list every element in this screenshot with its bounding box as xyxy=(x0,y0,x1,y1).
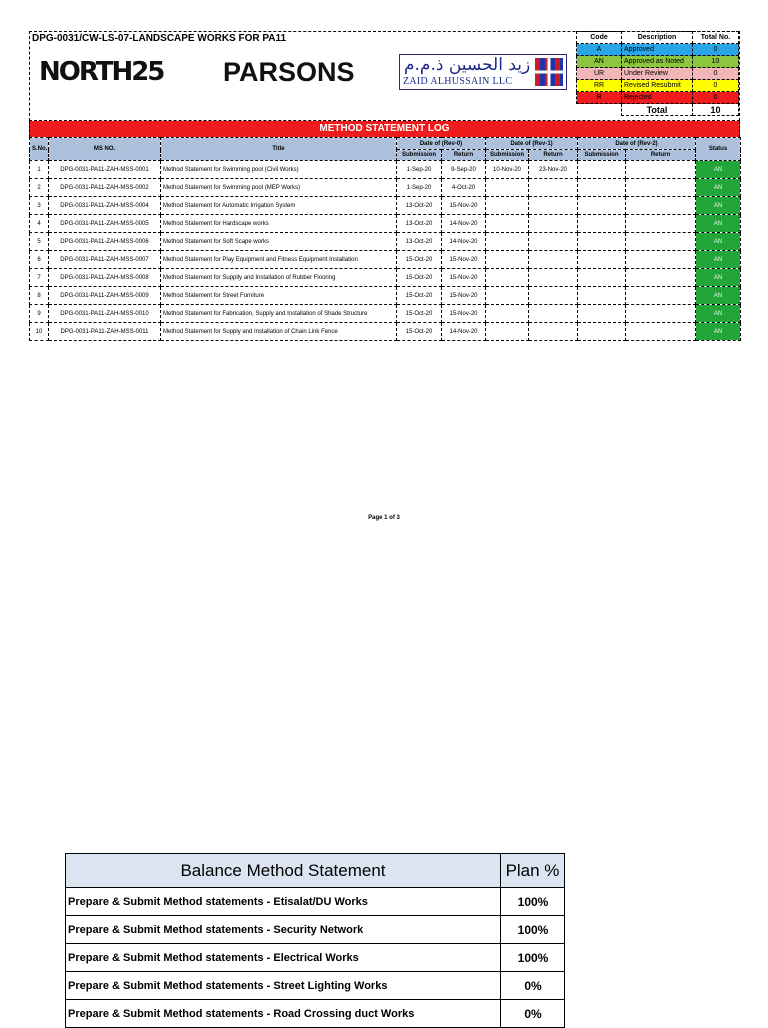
cell-r2r xyxy=(626,251,696,269)
cell-ms: DPG-0031-PA11-ZAH-MSS-0002 xyxy=(49,179,161,197)
table-row xyxy=(30,215,741,233)
col-header-title: Title xyxy=(161,138,397,161)
col-header-rev0-return: Return xyxy=(442,150,486,161)
cell-r0r: 15-Nov-20 xyxy=(442,269,486,287)
table-row xyxy=(30,161,741,179)
col-header-sno: S.No. xyxy=(30,138,49,161)
col-header-rev2-return: Return xyxy=(626,150,696,161)
table-row xyxy=(30,197,741,215)
table-row xyxy=(30,323,741,341)
table-row xyxy=(30,269,741,287)
zaid-alhussain-logo xyxy=(399,54,567,90)
balance-plan-header: Plan % xyxy=(501,854,565,888)
balance-task-label: Prepare & Submit Method statements - Road Crossing duct Works xyxy=(66,1000,501,1028)
balance-plan-percent: 100% xyxy=(501,888,565,916)
north25-logo-text: NORTH25 xyxy=(39,57,164,87)
cell-r0r: 14-Nov-20 xyxy=(442,323,486,341)
col-header-rev1: Date of (Rev-1) xyxy=(486,138,578,150)
page-number: Page 1 of 3 xyxy=(368,515,400,521)
cell-sno: 6 xyxy=(30,251,49,269)
balance-row xyxy=(66,1000,565,1028)
legend-description: Revised Resubmit xyxy=(622,80,693,92)
balance-plan-percent: 100% xyxy=(501,916,565,944)
cell-r2r xyxy=(626,269,696,287)
legend-header-code: Code xyxy=(577,32,622,44)
zaid-english-name: ZAID ALHUSSAIN LLC xyxy=(403,76,513,87)
cell-title: Method Statement for Play Equipment and Fitness Equipment Installation xyxy=(161,251,397,269)
cell-sno: 3 xyxy=(30,197,49,215)
balance-title: Balance Method Statement xyxy=(66,854,501,888)
cell-sno: 9 xyxy=(30,305,49,323)
cell-sno: 5 xyxy=(30,233,49,251)
cell-r0r: 15-Nov-20 xyxy=(442,251,486,269)
cell-status: AN xyxy=(696,197,741,215)
parsons-logo: PARSONS xyxy=(223,57,355,87)
cell-ms: DPG-0031-PA11-ZAH-MSS-0007 xyxy=(49,251,161,269)
cell-title: Method Statement for Fabrication, Supply and Installation of Shade Structure xyxy=(161,305,397,323)
col-header-rev0: Date of (Rev-0) xyxy=(397,138,486,150)
cell-sno: 2 xyxy=(30,179,49,197)
cell-ms: DPG-0031-PA11-ZAH-MSS-0010 xyxy=(49,305,161,323)
legend-row xyxy=(577,80,739,92)
cell-r2s xyxy=(578,287,626,305)
cell-r1r xyxy=(529,197,578,215)
cell-r1s xyxy=(486,287,529,305)
cell-status: AN xyxy=(696,179,741,197)
legend-total-value: 10 xyxy=(693,104,739,116)
legend-code: A xyxy=(577,44,622,56)
cell-r1r xyxy=(529,215,578,233)
legend-description: Approved as Noted xyxy=(622,56,693,68)
cell-r0r: 9-Sep-20 xyxy=(442,161,486,179)
balance-row xyxy=(66,944,565,972)
cell-r0r: 15-Nov-20 xyxy=(442,197,486,215)
legend-code: R xyxy=(577,92,622,104)
table-row xyxy=(30,251,741,269)
cell-title: Method Statement for Automatic Irrigation System xyxy=(161,197,397,215)
cell-title: Method Statement for Supply and Installation of Chain Link Fence xyxy=(161,323,397,341)
cell-r1s xyxy=(486,233,529,251)
legend-count: 0 xyxy=(693,80,739,92)
legend-row xyxy=(577,44,739,56)
north25-logo xyxy=(39,57,163,87)
legend-count: 10 xyxy=(693,56,739,68)
cell-r2s xyxy=(578,269,626,287)
cell-r0r: 4-Oct-20 xyxy=(442,179,486,197)
cell-r2s xyxy=(578,305,626,323)
cell-sno: 1 xyxy=(30,161,49,179)
legend-description: Rejected xyxy=(622,92,693,104)
cell-r1s xyxy=(486,305,529,323)
cell-r2r xyxy=(626,197,696,215)
legend-description: Under Review xyxy=(622,68,693,80)
cell-ms: DPG-0031-PA11-ZAH-MSS-0008 xyxy=(49,269,161,287)
cell-r0s: 13-Oct-20 xyxy=(397,233,442,251)
cell-r0r: 15-Nov-20 xyxy=(442,287,486,305)
document-title: DPG-0031/CW-LS-07-LANDSCAPE WORKS FOR PA11 xyxy=(32,33,287,44)
legend-description: Approved xyxy=(622,44,693,56)
legend-header-total: Total No. xyxy=(693,32,739,44)
cell-sno: 7 xyxy=(30,269,49,287)
cell-title: Method Statement for Swimming pool (MEP Works) xyxy=(161,179,397,197)
cell-r1s xyxy=(486,179,529,197)
col-header-rev1-return: Return xyxy=(529,150,578,161)
cell-r1r xyxy=(529,305,578,323)
cell-r2r xyxy=(626,233,696,251)
balance-plan-percent: 0% xyxy=(501,1000,565,1028)
balance-task-label: Prepare & Submit Method statements - Electrical Works xyxy=(66,944,501,972)
cell-r0s: 1-Sep-20 xyxy=(397,161,442,179)
balance-row xyxy=(66,888,565,916)
balance-row xyxy=(66,972,565,1000)
cell-title: Method Statement for Soft Scape works xyxy=(161,233,397,251)
balance-method-statement-table xyxy=(65,853,565,1028)
cell-title: Method Statement for Swimming pool (Civil Works) xyxy=(161,161,397,179)
cell-r1s xyxy=(486,269,529,287)
cell-r1s xyxy=(486,251,529,269)
table-row xyxy=(30,305,741,323)
cell-r0r: 14-Nov-20 xyxy=(442,215,486,233)
cell-r2s xyxy=(578,197,626,215)
legend-header-description: Description xyxy=(622,32,693,44)
cell-r2r xyxy=(626,305,696,323)
balance-row xyxy=(66,916,565,944)
zaid-logo-mark-icon xyxy=(535,58,563,86)
cell-r2r xyxy=(626,179,696,197)
col-header-status: Status xyxy=(696,138,741,161)
cell-r2s xyxy=(578,215,626,233)
cell-status: AN xyxy=(696,215,741,233)
cell-r0r: 14-Nov-20 xyxy=(442,233,486,251)
cell-r1r xyxy=(529,269,578,287)
cell-r2s xyxy=(578,323,626,341)
legend-row xyxy=(577,92,739,104)
cell-status: AN xyxy=(696,269,741,287)
table-row xyxy=(30,233,741,251)
cell-r1r xyxy=(529,179,578,197)
legend-count: 0 xyxy=(693,44,739,56)
cell-r1r xyxy=(529,251,578,269)
cell-r1r xyxy=(529,233,578,251)
cell-r0s: 1-Sep-20 xyxy=(397,179,442,197)
cell-r0s: 15-Oct-20 xyxy=(397,305,442,323)
legend-row xyxy=(577,56,739,68)
cell-ms: DPG-0031-PA11-ZAH-MSS-0011 xyxy=(49,323,161,341)
balance-plan-percent: 0% xyxy=(501,972,565,1000)
cell-status: AN xyxy=(696,323,741,341)
cell-r2r xyxy=(626,287,696,305)
sheet-header xyxy=(29,31,740,121)
cell-status: AN xyxy=(696,233,741,251)
cell-r1s xyxy=(486,197,529,215)
table-row xyxy=(30,287,741,305)
cell-status: AN xyxy=(696,287,741,305)
cell-r2s xyxy=(578,233,626,251)
balance-task-label: Prepare & Submit Method statements - Street Lighting Works xyxy=(66,972,501,1000)
cell-r1s xyxy=(486,215,529,233)
cell-status: AN xyxy=(696,251,741,269)
balance-plan-percent: 100% xyxy=(501,944,565,972)
cell-r0s: 15-Oct-20 xyxy=(397,269,442,287)
cell-r1r xyxy=(529,287,578,305)
cell-r0s: 15-Oct-20 xyxy=(397,251,442,269)
col-header-ms-no: MS NO. xyxy=(49,138,161,161)
cell-status: AN xyxy=(696,161,741,179)
col-header-rev1-submission: Submission xyxy=(486,150,529,161)
cell-ms: DPG-0031-PA11-ZAH-MSS-0006 xyxy=(49,233,161,251)
cell-r1r xyxy=(529,323,578,341)
table-row xyxy=(30,179,741,197)
cell-r1s: 10-Nov-20 xyxy=(486,161,529,179)
cell-title: Method Statement for Supplly and Installation of Rubber Flooring xyxy=(161,269,397,287)
zaid-arabic-name: زيد الحسين ذ.م.م xyxy=(404,55,531,75)
cell-sno: 4 xyxy=(30,215,49,233)
status-legend xyxy=(576,31,739,116)
col-header-rev2-submission: Submission xyxy=(578,150,626,161)
cell-r2s xyxy=(578,179,626,197)
legend-code: UR xyxy=(577,68,622,80)
cell-r1s xyxy=(486,323,529,341)
cell-r2s xyxy=(578,251,626,269)
cell-ms: DPG-0031-PA11-ZAH-MSS-0001 xyxy=(49,161,161,179)
cell-r1r: 23-Nov-20 xyxy=(529,161,578,179)
legend-total-label: Total xyxy=(622,104,693,116)
cell-r2r xyxy=(626,215,696,233)
cell-r0s: 15-Oct-20 xyxy=(397,287,442,305)
cell-r2s xyxy=(578,161,626,179)
cell-ms: DPG-0031-PA11-ZAH-MSS-0005 xyxy=(49,215,161,233)
col-header-rev2: Date of (Rev-2) xyxy=(578,138,696,150)
cell-ms: DPG-0031-PA11-ZAH-MSS-0009 xyxy=(49,287,161,305)
cell-sno: 8 xyxy=(30,287,49,305)
cell-ms: DPG-0031-PA11-ZAH-MSS-0004 xyxy=(49,197,161,215)
cell-r0s: 15-Oct-20 xyxy=(397,323,442,341)
legend-count: 0 xyxy=(693,68,739,80)
legend-count: 0 xyxy=(693,92,739,104)
cell-r2r xyxy=(626,323,696,341)
cell-sno: 10 xyxy=(30,323,49,341)
method-statement-log-banner: METHOD STATEMENT LOG xyxy=(29,121,740,137)
log-sheet xyxy=(29,31,740,341)
col-header-rev0-submission: Submission xyxy=(397,150,442,161)
cell-title: Method Statement for Hardscape works xyxy=(161,215,397,233)
cell-r0s: 13-Oct-20 xyxy=(397,197,442,215)
legend-code: RR xyxy=(577,80,622,92)
cell-r0r: 15-Nov-20 xyxy=(442,305,486,323)
cell-r2r xyxy=(626,161,696,179)
legend-row xyxy=(577,68,739,80)
cell-title: Method Statement for Street Furniture xyxy=(161,287,397,305)
legend-code: AN xyxy=(577,56,622,68)
cell-r0s: 13-Oct-20 xyxy=(397,215,442,233)
balance-task-label: Prepare & Submit Method statements - Security Network xyxy=(66,916,501,944)
cell-status: AN xyxy=(696,305,741,323)
method-statement-log-table xyxy=(29,137,741,341)
balance-task-label: Prepare & Submit Method statements - Etisalat/DU Works xyxy=(66,888,501,916)
